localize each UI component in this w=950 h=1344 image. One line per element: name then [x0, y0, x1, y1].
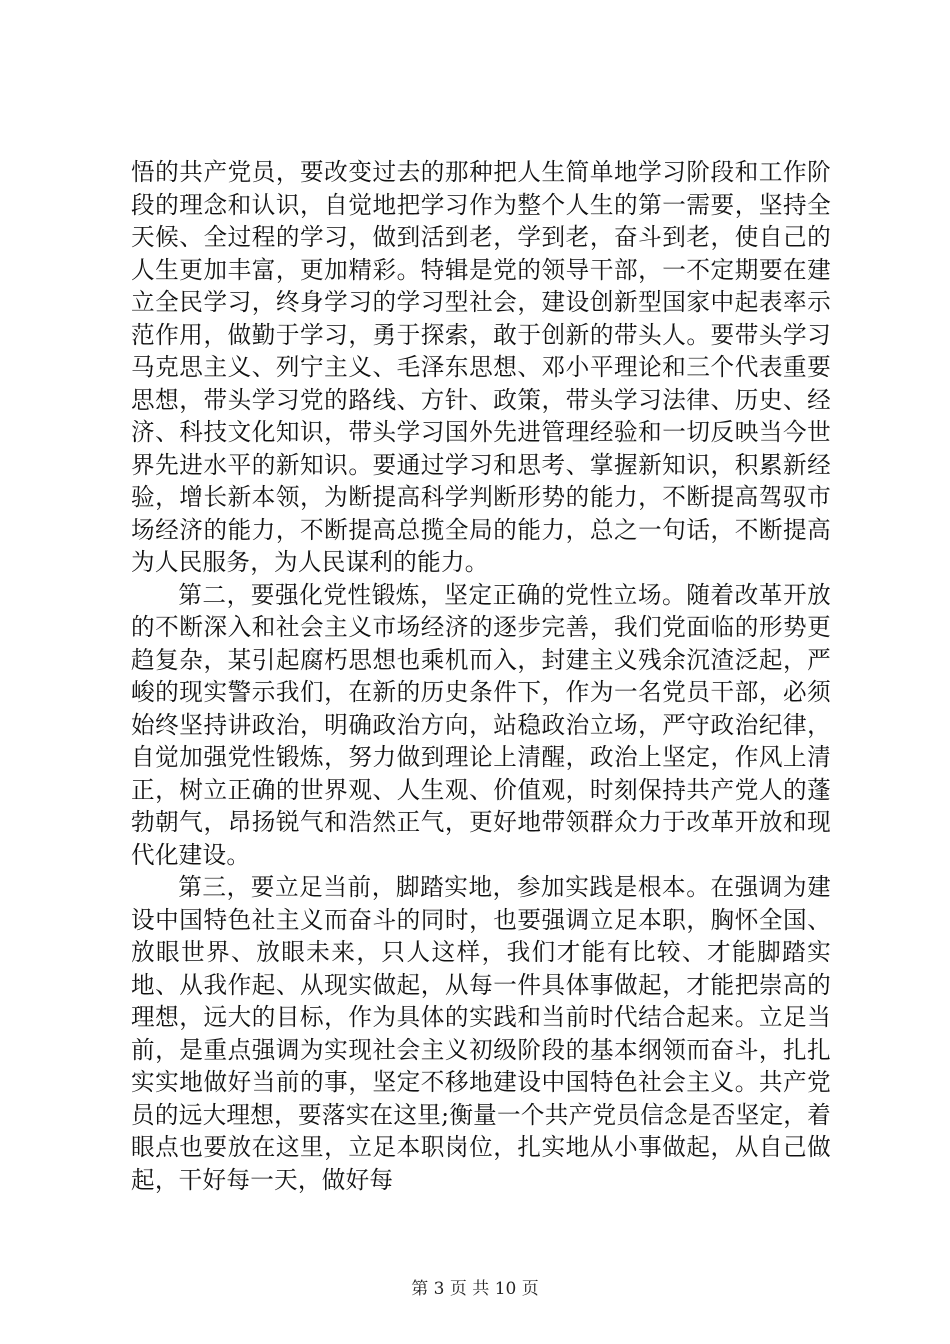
paragraph-third-point: 第三，要立足当前，脚踏实地，参加实践是根本。在强调为建设中国特色社主义而奋斗的同时，也要强调立足本职，胸怀全国、放眼世界、放眼未来，只人这样，我们才能有比较、才能脚踏实地、从我作起、从现实做起，从每一件具体事做起，才能把崇高的理想，远大的目标，作为具体的实践和当前时代结合起来。立足当前，是重点强调为实现社会主义初级阶段的基本纲领而奋斗，扎扎实实地做好当前的事，坚定不移地建设中国特色社会主义。共产党员的远大理想，要落实在这里;衡量一个共产党员信念是否坚定，着眼点也要放在这里，立足本职岗位，扎实地从小事做起，从自己做起，干好每一天，做好每	[131, 873, 831, 1194]
paragraph-continuation: 悟的共产党员，要改变过去的那种把人生简单地学习阶段和工作阶段的理念和认识，自觉地把学习作为整个人生的第一需要，坚持全天候、全过程的学习，做到活到老，学到老，奋斗到老，使自己的人生更加丰富，更加精彩。特辑是党的领导干部，一不定期要在建立全民学习，终身学习的学习型社会，建设创新型国家中起表率示范作用，做勤于学习，勇于探索，敢于创新的带头人。要带头学习马克思主义、列宁主义、毛泽东思想、邓小平理论和三个代表重要思想，带头学习党的路线、方针、政策，带头学习法律、历史、经济、科技文化知识，带头学习国外先进管理经验和一切反映当今世界先进水平的新知识。要通过学习和思考、掌握新知识，积累新经验，增长新本领，为断提高科学判断形势的能力，不断提高驾驭市场经济的能力，不断提高总揽全局的能力，总之一句话，不断提高为人民服务，为人民谋利的能力。	[131, 158, 831, 576]
document-body	[131, 156, 831, 1196]
page-number-footer: 第 3 页 共 10 页	[411, 1279, 539, 1299]
paragraph-second-point: 第二，要强化党性锻炼，坚定正确的党性立场。随着改革开放的不断深入和社会主义市场经济的逐步完善，我们党面临的形势更趋复杂，某引起腐朽思想也乘机而入，封建主义残余沉渣泛起，严峻的现实警示我们，在新的历史条件下，作为一名党员干部，必须始终坚持讲政治，明确政治方向，站稳政治立场，严守政治纪律，自觉加强党性锻炼，努力做到理论上清醒，政治上坚定，作风上清正，树立正确的世界观、人生观、价值观，时刻保持共产党人的蓬勃朝气，昂扬锐气和浩然正气，更好地带领群众力于改革开放和现代化建设。	[131, 580, 831, 869]
